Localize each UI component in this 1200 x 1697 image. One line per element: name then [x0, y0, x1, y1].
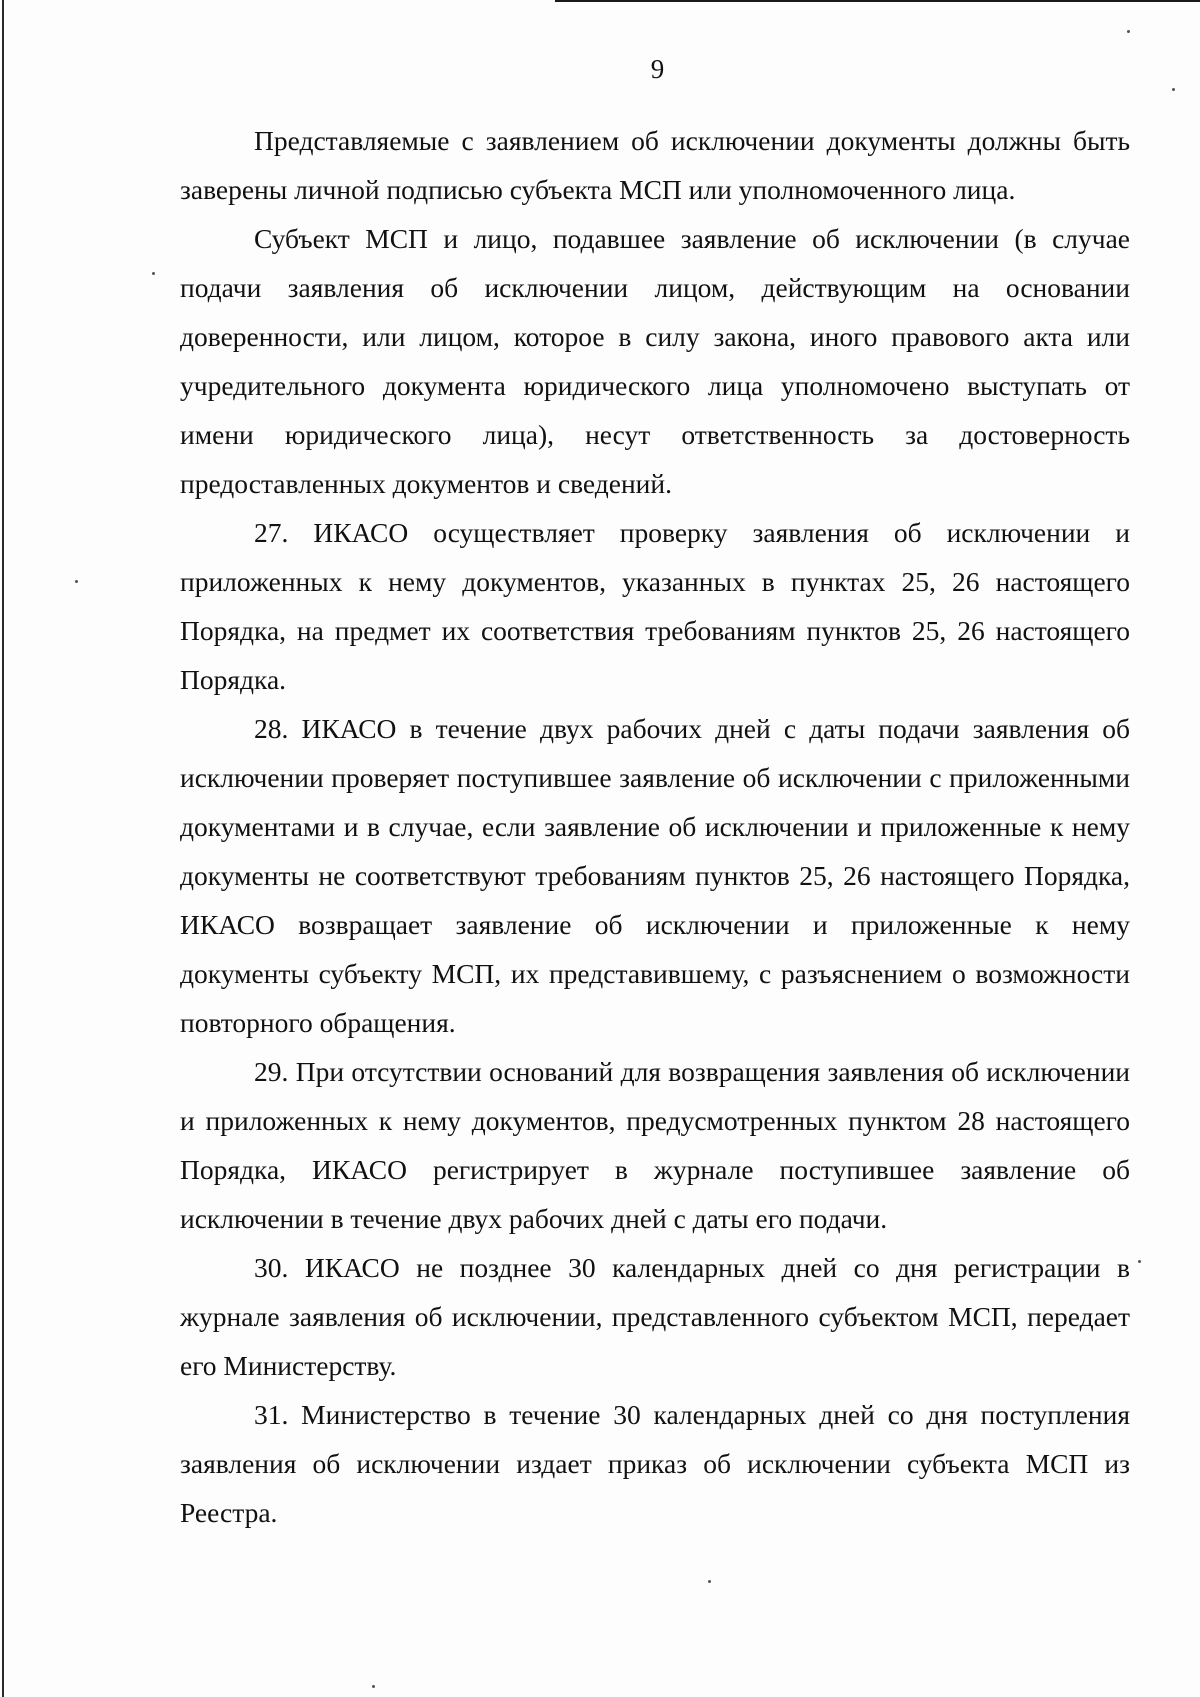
paragraph-item-29: 29. При отсутствии оснований для возвращения заявления об исключении и приложенных к нему документов, предусмотренных пунктом 28 настоящего Порядка, ИКАСО регистрирует в журнале поступившее заявление об исключении в течение двух рабочих дней с даты его подачи. — [180, 1056, 1130, 1234]
scan-speck — [372, 1685, 375, 1688]
scan-speck — [708, 1580, 711, 1583]
document-body — [180, 116, 1130, 1537]
scan-speck — [152, 272, 155, 275]
paragraph: Субъект МСП и лицо, подавшее заявление об исключении (в случае подачи заявления об исключении лицом, действующим на основании доверенности, или лицом, которое в силу закона, иного правового акта или учредительного документа юридического лица уполномочено выступать от имени юридического лица), несут ответственность за достоверность предоставленных документов и сведений. — [180, 223, 1130, 499]
scan-speck — [1172, 88, 1175, 91]
scan-speck — [1127, 30, 1130, 33]
scan-edge-left — [2, 0, 4, 1697]
paragraph-item-27: 27. ИКАСО осуществляет проверку заявления об исключении и приложенных к нему документов, указанных в пунктах 25, 26 настоящего Порядка, на предмет их соответствия требованиям пунктов 25, 26 настоящего Порядка. — [180, 517, 1130, 695]
scan-edge-top — [555, 0, 1200, 2]
paragraph: Представляемые с заявлением об исключении документы должны быть заверены личной подписью субъекта МСП или уполномоченного лица. — [180, 125, 1130, 205]
scan-speck — [75, 580, 78, 583]
scan-speck — [1138, 1260, 1141, 1263]
page-number: 9 — [650, 54, 665, 84]
paragraph-item-30: 30. ИКАСО не позднее 30 календарных дней со дня регистрации в журнале заявления об исключении, представленного субъектом МСП, передает его Министерству. — [180, 1252, 1130, 1381]
paragraph-item-28: 28. ИКАСО в течение двух рабочих дней с даты подачи заявления об исключении проверяет поступившее заявление об исключении с приложенными документами и в случае, если заявление об исключении и приложенные к нему документы не соответствуют требованиям пунктов 25, 26 настоящего Порядка, ИКАСО возвращает заявление об исключении и приложенные к нему документы субъекту МСП, их представившему, с разъяснением о возможности повторного обращения. — [180, 713, 1130, 1038]
paragraph-item-31: 31. Министерство в течение 30 календарных дней со дня поступления заявления об исключении издает приказ об исключении субъекта МСП из Реестра. — [180, 1399, 1130, 1528]
